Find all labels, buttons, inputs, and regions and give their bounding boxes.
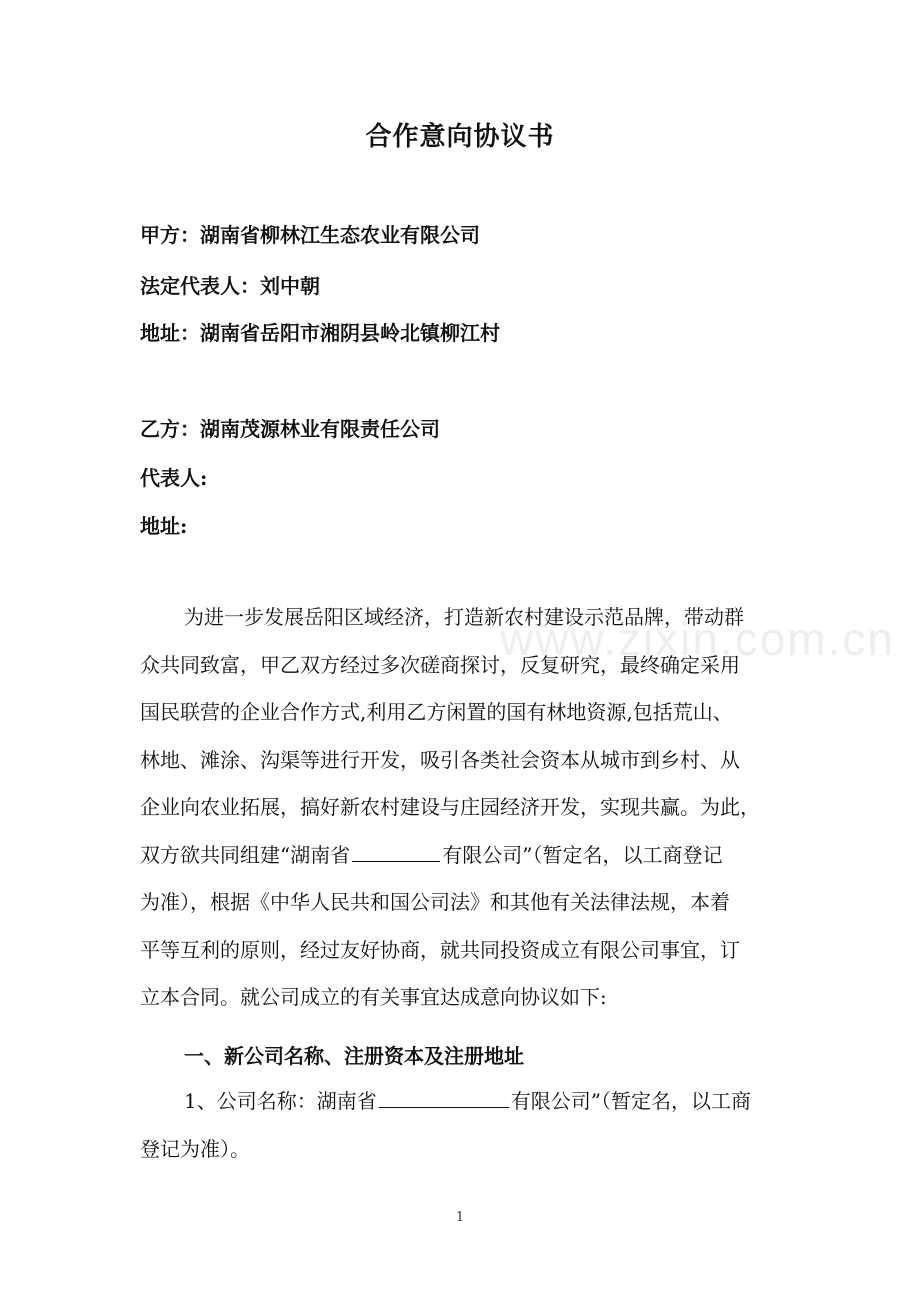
party-b-address: 地址: xyxy=(140,514,188,538)
preamble-line-with-blank xyxy=(140,832,800,880)
section1-item1 xyxy=(140,1078,800,1173)
document-title: 合作意向协议书 xyxy=(365,122,555,152)
item-line: 登记为准）。 xyxy=(140,1136,250,1161)
item-text: 有限公司”（暂定名，以工商 xyxy=(510,1089,751,1113)
company-name-blank xyxy=(352,841,440,862)
party-b-representative: 代表人: xyxy=(140,466,208,490)
page-number: 1 xyxy=(455,1210,465,1225)
preamble-line: 为进一步发展岳阳区域经济，打造新农村建设示范品牌，带动群 xyxy=(184,605,744,629)
section-heading: 一、新公司名称、注册资本及注册地址 xyxy=(184,1044,524,1068)
item-text: 1、公司名称：湖南省 xyxy=(184,1089,377,1113)
party-a-name: 甲方：湖南省柳林江生态农业有限公司 xyxy=(140,223,480,247)
preamble-line: 国民联营的企业合作方式,利用乙方闲置的国有林地资源,包括荒山、 xyxy=(140,700,733,724)
company-name-blank xyxy=(379,1087,509,1108)
party-a-address: 地址：湖南省岳阳市湘阴县岭北镇柳江村 xyxy=(140,321,500,345)
preamble-line: 林地、滩涂、沟渠等进行开发，吸引各类社会资本从城市到乡村、从 xyxy=(140,747,740,772)
party-a-representative: 法定代表人：刘中朝 xyxy=(140,274,320,298)
preamble-line: 平等互利的原则，经过友好协商，就共同投资成立有限公司事宜，订 xyxy=(140,937,740,962)
preamble-text: 有限公司”（暂定名，以工商登记 xyxy=(442,842,723,867)
item-line-with-blank xyxy=(140,1078,800,1126)
preamble-text: 双方欲共同组建“湖南省 xyxy=(140,842,351,867)
preamble-line: 为准），根据《中华人民共和国公司法》和其他有关法律法规，本着 xyxy=(140,890,730,914)
preamble-line: 立本合同。就公司成立的有关事宜达成意向协议如下: xyxy=(140,985,607,1009)
party-b-name: 乙方：湖南茂源林业有限责任公司 xyxy=(140,417,440,441)
watermark: www.zixin.com.cn xyxy=(500,613,895,665)
preamble-line: 众共同致富，甲乙双方经过多次磋商探讨，反复研究，最终确定采用 xyxy=(140,652,740,677)
preamble-line: 企业向农业拓展，搞好新农村建设与庄园经济开发，实现共赢。为此， xyxy=(140,795,760,819)
preamble-paragraph xyxy=(140,594,800,1022)
